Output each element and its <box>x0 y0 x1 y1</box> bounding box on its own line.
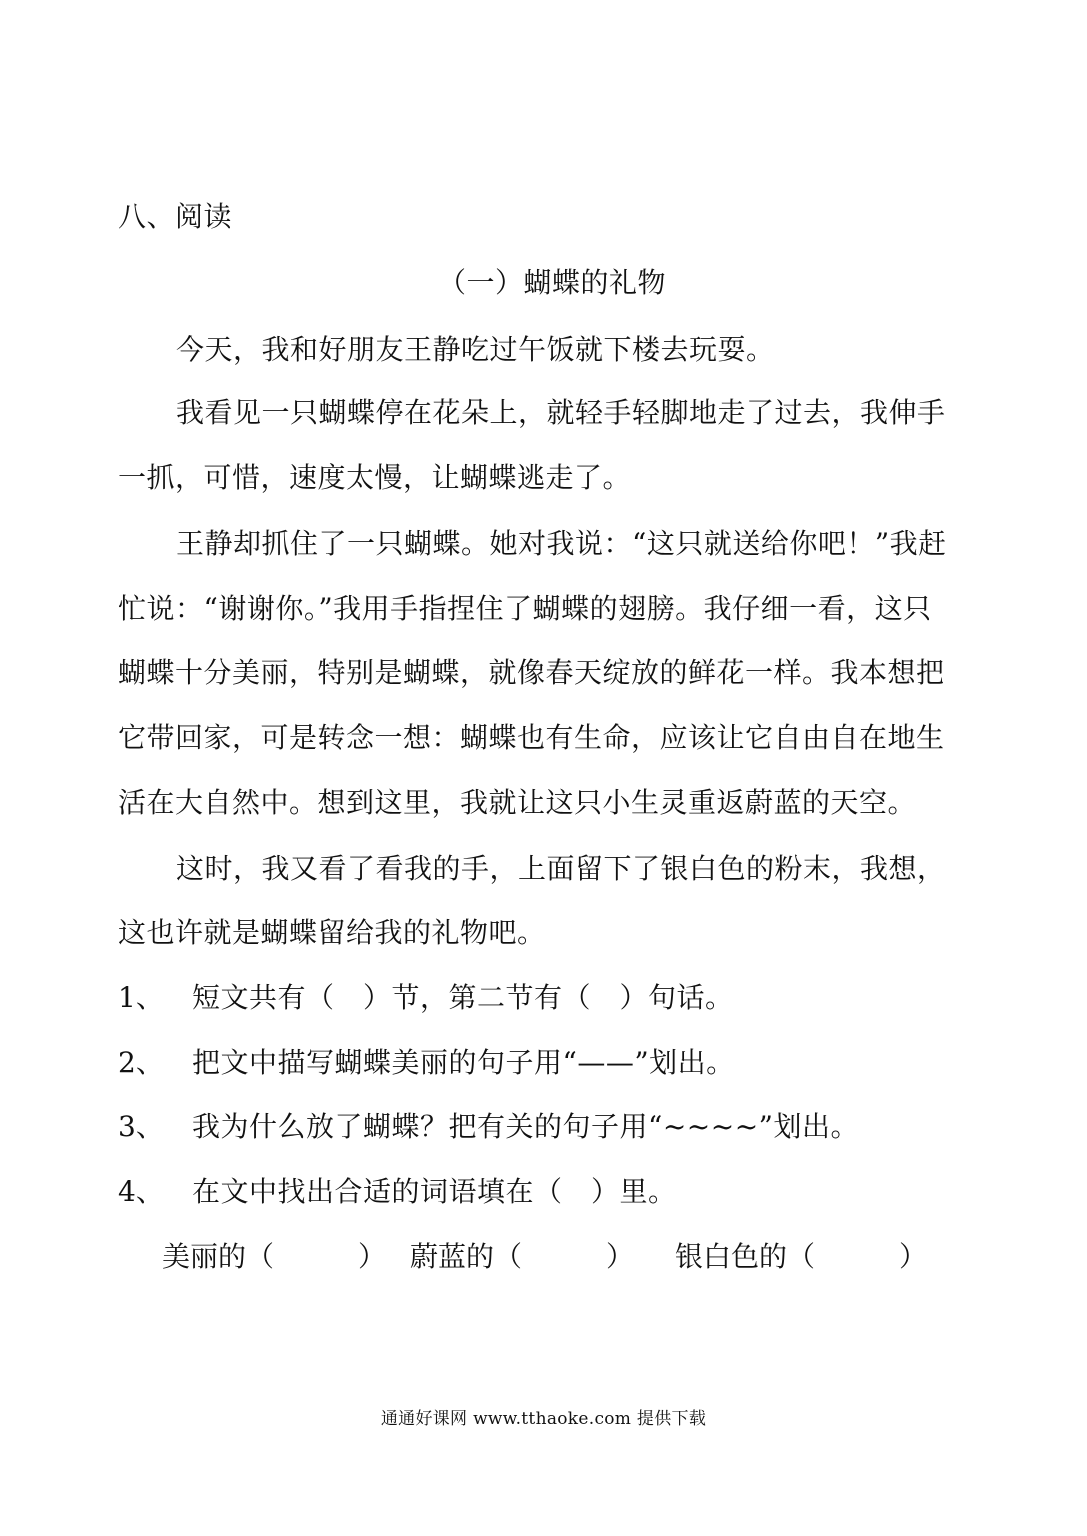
section-heading: 八、阅读 <box>118 200 233 233</box>
passage-line: 我看见一只蝴蝶停在花朵上，就轻手轻脚地走了过去，我伸手 <box>176 396 946 429</box>
passage-line: 王静却抓住了一只蝴蝶。她对我说：“这只就送给你吧！”我赶 <box>176 527 947 560</box>
fill-blank-item: 蔚蓝的（ ） <box>410 1240 635 1273</box>
question-number: 1、 <box>118 981 164 1014</box>
fill-blank-row <box>0 1240 1087 1274</box>
question-number: 4、 <box>118 1175 164 1208</box>
passage-line: 这时，我又看了看我的手，上面留下了银白色的粉末，我想， <box>176 852 946 885</box>
fill-blank-item: 美丽的（ ） <box>162 1240 387 1273</box>
passage-line: 活在大自然中。想到这里，我就让这只小生灵重返蔚蓝的天空。 <box>118 786 917 819</box>
fill-blank-item: 银白色的（ ） <box>675 1240 928 1273</box>
footer-source: 通通好课网 www.tthaoke.com 提供下载 <box>380 1409 707 1429</box>
question-text: 把文中描写蝴蝶美丽的句子用“——”划出。 <box>192 1046 735 1079</box>
story-title: （一）蝴蝶的礼物 <box>438 266 667 299</box>
question-text: 我为什么放了蝴蝶？把有关的句子用“~~~~”划出。 <box>192 1110 859 1143</box>
question-number: 3、 <box>118 1110 164 1143</box>
question-text: 在文中找出合适的词语填在（ ）里。 <box>192 1175 677 1208</box>
question-number: 2、 <box>118 1046 164 1079</box>
passage-line: 蝴蝶十分美丽，特别是蝴蝶，就像春天绽放的鲜花一样。我本想把 <box>118 656 945 689</box>
passage-line: 这也许就是蝴蝶留给我的礼物吧。 <box>118 916 546 949</box>
passage-line: 一抓，可惜，速度太慢，让蝴蝶逃走了。 <box>118 461 632 494</box>
question-text: 短文共有（ ）节，第二节有（ ）句话。 <box>192 981 734 1014</box>
passage-line: 它带回家，可是转念一想：蝴蝶也有生命，应该让它自由自在地生 <box>118 721 945 754</box>
passage-line: 忙说：“谢谢你。”我用手指捏住了蝴蝶的翅膀。我仔细一看，这只 <box>118 592 932 625</box>
passage-line: 今天，我和好朋友王静吃过午饭就下楼去玩耍。 <box>176 333 775 366</box>
